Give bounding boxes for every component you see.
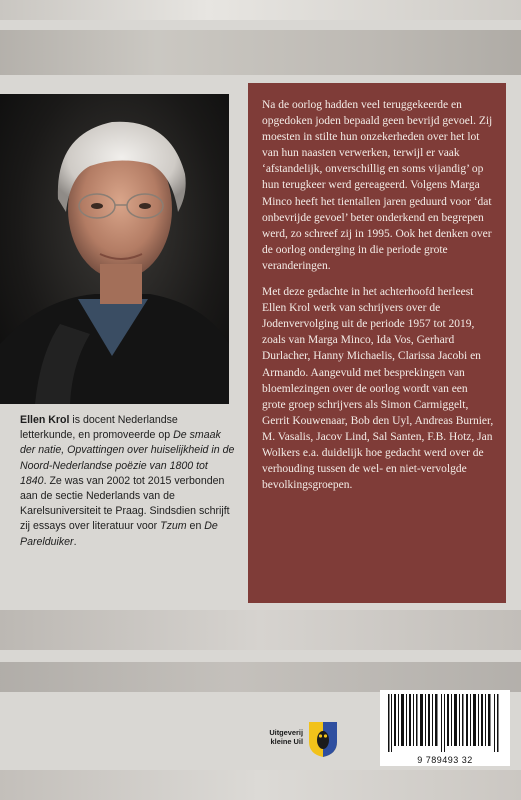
bio-text: en — [186, 520, 205, 533]
background-stroke — [0, 30, 521, 75]
blurb-paragraph: Met deze gedachte in het achterhoofd herleest Ellen Krol werk van schrijvers over de Jodenvervolging uit de periode 1957 tot 2019, zoals van Marga Minco, Ida Vos, Gerhard Durlacher, Hanny Michaelis, Clarissa Jacobi en Armando. Aangevuld met besprekingen van bloemlezingen over de oorlog wordt van een grote groep schrijvers als Simon Carmiggelt, Gerrit Kouwenaar, Bob den Uyl, Andreas Burnier, M. Vasalis, Jacov Lind, Sal Santen, F.B. Hotz, Jan Wolkers e.a. duidelijk hoe gedacht werd over de verhouding tussen de wel- en niet-vervolgde bevolkingsgroepen. — [262, 286, 494, 492]
barcode-bars — [380, 690, 510, 752]
owl-shield-icon — [307, 720, 339, 758]
bio-text: . Ze was van 2002 tot 2015 verbonden aan de sectie Nederlands van de Karelsuniversiteit te Praag. Sindsdien schrijft zij essays over literatuur voor — [20, 474, 230, 533]
background-stroke — [0, 610, 521, 650]
author-portrait-illustration — [0, 94, 229, 404]
bio-text: . — [73, 535, 77, 548]
background-stroke-top — [0, 0, 521, 20]
publisher-name-line: kleine Uil — [270, 737, 303, 746]
background-stroke — [0, 662, 521, 692]
blurb-panel — [248, 83, 506, 603]
author-name: Ellen Krol — [20, 414, 70, 426]
magazine-title: De Parelduiker — [20, 520, 218, 548]
bio-text: is docent Nederlandse letterkunde, en promoveerde op — [20, 414, 178, 442]
author-photo — [0, 94, 229, 404]
background-stroke-bottom — [0, 770, 521, 800]
isbn-number: 9 789493 32 — [417, 755, 473, 765]
publisher-name — [250, 728, 303, 746]
blurb-paragraph: Na de oorlog hadden veel teruggekeerde en opgedoken joden bepaald geen bevrijd gevoel. Zij moesten in stilte hun onzekerheden over het lot van hun naasten verwerken, terwijl er vaak ‘afstandelijk, onverschillig en soms vijandig’ op hun terugkeer werd gereageerd. Volgens Marga Minco heeft het tientallen jaren geduurd voor ‘dat onbevrijde gevoel’ beter onderkend en begrepen werd, zo schreef zij in 1995. Ook het denken over de oorlog onderging in die periode grote veranderingen. — [262, 99, 493, 272]
publisher-logo — [250, 720, 350, 758]
magazine-title: Tzum — [160, 520, 187, 533]
publisher-name-line: Uitgeverij — [269, 728, 303, 737]
author-bio — [20, 413, 235, 550]
dissertation-title: De smaak der natie, Opvattingen over huiselijkheid in de Noord-Nederlandse poëzie van 1800 tot 1840 — [20, 429, 235, 487]
isbn-barcode — [380, 690, 510, 766]
